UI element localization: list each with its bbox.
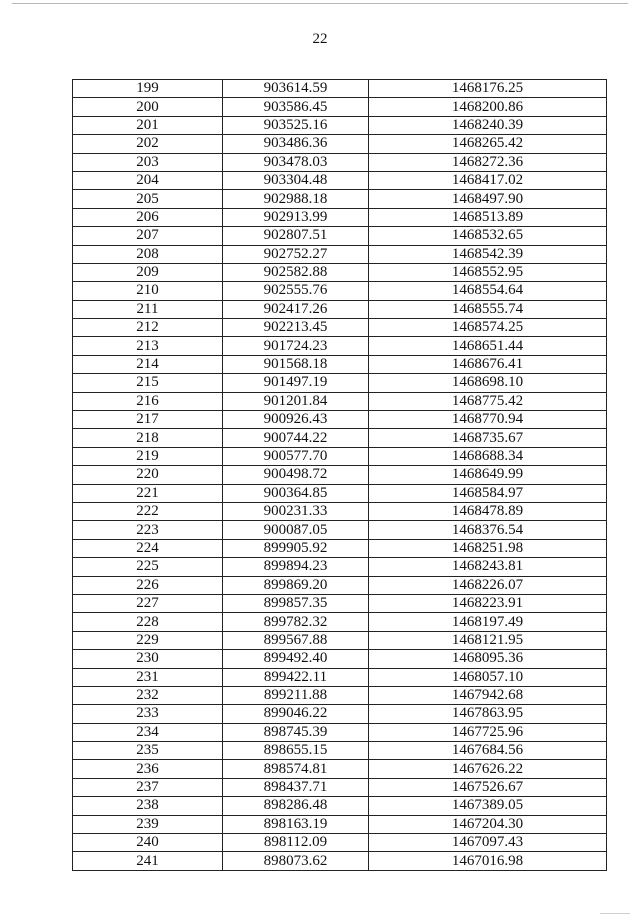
x-coordinate-cell: 900744.22: [223, 429, 369, 447]
x-coordinate-cell: 899211.88: [223, 686, 369, 704]
table-row: [73, 116, 607, 134]
y-coordinate-cell: 1468735.67: [369, 429, 607, 447]
point-number-cell: 240: [73, 834, 223, 852]
point-number-cell: 209: [73, 263, 223, 281]
table-row: [73, 834, 607, 852]
y-coordinate-cell: 1467626.22: [369, 760, 607, 778]
point-number-cell: 234: [73, 723, 223, 741]
x-coordinate-cell: 898574.81: [223, 760, 369, 778]
y-coordinate-cell: 1468243.81: [369, 558, 607, 576]
point-number-cell: 229: [73, 631, 223, 649]
x-coordinate-cell: 899905.92: [223, 539, 369, 557]
point-number-cell: 233: [73, 705, 223, 723]
table-row: [73, 576, 607, 594]
scan-artifact: [600, 913, 630, 914]
table-row: [73, 208, 607, 226]
x-coordinate-cell: 903586.45: [223, 98, 369, 116]
point-number-cell: 211: [73, 300, 223, 318]
point-number-cell: 218: [73, 429, 223, 447]
table-row: [73, 760, 607, 778]
point-number-cell: 205: [73, 190, 223, 208]
y-coordinate-cell: 1467204.30: [369, 815, 607, 833]
coordinates-table-body: [73, 80, 607, 871]
top-scan-edge: [12, 3, 628, 4]
y-coordinate-cell: 1468532.65: [369, 227, 607, 245]
x-coordinate-cell: 902213.45: [223, 319, 369, 337]
x-coordinate-cell: 898073.62: [223, 852, 369, 870]
x-coordinate-cell: 898437.71: [223, 778, 369, 796]
table-row: [73, 466, 607, 484]
y-coordinate-cell: 1468272.36: [369, 153, 607, 171]
y-coordinate-cell: 1467684.56: [369, 742, 607, 760]
y-coordinate-cell: 1468542.39: [369, 245, 607, 263]
x-coordinate-cell: 899782.32: [223, 613, 369, 631]
table-row: [73, 300, 607, 318]
table-row: [73, 558, 607, 576]
x-coordinate-cell: 900364.85: [223, 484, 369, 502]
point-number-cell: 219: [73, 447, 223, 465]
table-row: [73, 190, 607, 208]
x-coordinate-cell: 899894.23: [223, 558, 369, 576]
y-coordinate-cell: 1468770.94: [369, 411, 607, 429]
y-coordinate-cell: 1468497.90: [369, 190, 607, 208]
point-number-cell: 213: [73, 337, 223, 355]
y-coordinate-cell: 1468649.99: [369, 466, 607, 484]
x-coordinate-cell: 902752.27: [223, 245, 369, 263]
table-row: [73, 613, 607, 631]
point-number-cell: 227: [73, 594, 223, 612]
y-coordinate-cell: 1468574.25: [369, 319, 607, 337]
x-coordinate-cell: 899857.35: [223, 594, 369, 612]
x-coordinate-cell: 902988.18: [223, 190, 369, 208]
x-coordinate-cell: 903486.36: [223, 135, 369, 153]
table-row: [73, 319, 607, 337]
point-number-cell: 236: [73, 760, 223, 778]
point-number-cell: 222: [73, 502, 223, 520]
point-number-cell: 239: [73, 815, 223, 833]
point-number-cell: 230: [73, 650, 223, 668]
x-coordinate-cell: 903614.59: [223, 80, 369, 98]
x-coordinate-cell: 901724.23: [223, 337, 369, 355]
y-coordinate-cell: 1468265.42: [369, 135, 607, 153]
y-coordinate-cell: 1468676.41: [369, 355, 607, 373]
x-coordinate-cell: 899422.11: [223, 668, 369, 686]
y-coordinate-cell: 1468240.39: [369, 116, 607, 134]
point-number-cell: 232: [73, 686, 223, 704]
table-row: [73, 153, 607, 171]
point-number-cell: 208: [73, 245, 223, 263]
y-coordinate-cell: 1467863.95: [369, 705, 607, 723]
x-coordinate-cell: 901568.18: [223, 355, 369, 373]
table-row: [73, 723, 607, 741]
y-coordinate-cell: 1468417.02: [369, 171, 607, 189]
y-coordinate-cell: 1467942.68: [369, 686, 607, 704]
x-coordinate-cell: 900498.72: [223, 466, 369, 484]
point-number-cell: 241: [73, 852, 223, 870]
x-coordinate-cell: 898286.48: [223, 797, 369, 815]
y-coordinate-cell: 1468095.36: [369, 650, 607, 668]
table-row: [73, 98, 607, 116]
y-coordinate-cell: 1467725.96: [369, 723, 607, 741]
y-coordinate-cell: 1467097.43: [369, 834, 607, 852]
y-coordinate-cell: 1468251.98: [369, 539, 607, 557]
point-number-cell: 238: [73, 797, 223, 815]
y-coordinate-cell: 1468057.10: [369, 668, 607, 686]
y-coordinate-cell: 1468584.97: [369, 484, 607, 502]
x-coordinate-cell: 899869.20: [223, 576, 369, 594]
y-coordinate-cell: 1468688.34: [369, 447, 607, 465]
point-number-cell: 224: [73, 539, 223, 557]
table-row: [73, 502, 607, 520]
table-row: [73, 227, 607, 245]
y-coordinate-cell: 1468651.44: [369, 337, 607, 355]
table-row: [73, 539, 607, 557]
y-coordinate-cell: 1467389.05: [369, 797, 607, 815]
x-coordinate-cell: 902582.88: [223, 263, 369, 281]
y-coordinate-cell: 1468478.89: [369, 502, 607, 520]
x-coordinate-cell: 898655.15: [223, 742, 369, 760]
table-row: [73, 355, 607, 373]
point-number-cell: 216: [73, 392, 223, 410]
point-number-cell: 221: [73, 484, 223, 502]
x-coordinate-cell: 900087.05: [223, 521, 369, 539]
point-number-cell: 204: [73, 171, 223, 189]
table-row: [73, 594, 607, 612]
table-row: [73, 815, 607, 833]
table-row: [73, 374, 607, 392]
x-coordinate-cell: 903304.48: [223, 171, 369, 189]
table-row: [73, 631, 607, 649]
point-number-cell: 237: [73, 778, 223, 796]
point-number-cell: 217: [73, 411, 223, 429]
table-row: [73, 852, 607, 870]
point-number-cell: 210: [73, 282, 223, 300]
table-row: [73, 705, 607, 723]
y-coordinate-cell: 1468775.42: [369, 392, 607, 410]
x-coordinate-cell: 900231.33: [223, 502, 369, 520]
table-row: [73, 668, 607, 686]
point-number-cell: 206: [73, 208, 223, 226]
y-coordinate-cell: 1468376.54: [369, 521, 607, 539]
x-coordinate-cell: 899492.40: [223, 650, 369, 668]
table-row: [73, 282, 607, 300]
table-row: [73, 245, 607, 263]
table-row: [73, 263, 607, 281]
x-coordinate-cell: 900926.43: [223, 411, 369, 429]
point-number-cell: 225: [73, 558, 223, 576]
point-number-cell: 200: [73, 98, 223, 116]
table-row: [73, 429, 607, 447]
point-number-cell: 202: [73, 135, 223, 153]
x-coordinate-cell: 902417.26: [223, 300, 369, 318]
table-row: [73, 686, 607, 704]
y-coordinate-cell: 1468513.89: [369, 208, 607, 226]
table-row: [73, 135, 607, 153]
y-coordinate-cell: 1468552.95: [369, 263, 607, 281]
y-coordinate-cell: 1467526.67: [369, 778, 607, 796]
point-number-cell: 231: [73, 668, 223, 686]
point-number-cell: 220: [73, 466, 223, 484]
y-coordinate-cell: 1468554.64: [369, 282, 607, 300]
y-coordinate-cell: 1467016.98: [369, 852, 607, 870]
x-coordinate-cell: 899567.88: [223, 631, 369, 649]
x-coordinate-cell: 898745.39: [223, 723, 369, 741]
table-row: [73, 447, 607, 465]
table-row: [73, 392, 607, 410]
table-row: [73, 797, 607, 815]
y-coordinate-cell: 1468197.49: [369, 613, 607, 631]
x-coordinate-cell: 901201.84: [223, 392, 369, 410]
x-coordinate-cell: 900577.70: [223, 447, 369, 465]
point-number-cell: 235: [73, 742, 223, 760]
point-number-cell: 212: [73, 319, 223, 337]
point-number-cell: 215: [73, 374, 223, 392]
y-coordinate-cell: 1468698.10: [369, 374, 607, 392]
y-coordinate-cell: 1468200.86: [369, 98, 607, 116]
x-coordinate-cell: 898163.19: [223, 815, 369, 833]
y-coordinate-cell: 1468555.74: [369, 300, 607, 318]
point-number-cell: 226: [73, 576, 223, 594]
x-coordinate-cell: 902913.99: [223, 208, 369, 226]
page-number: 22: [312, 31, 328, 47]
y-coordinate-cell: 1468121.95: [369, 631, 607, 649]
x-coordinate-cell: 899046.22: [223, 705, 369, 723]
y-coordinate-cell: 1468226.07: [369, 576, 607, 594]
x-coordinate-cell: 902555.76: [223, 282, 369, 300]
table-row: [73, 80, 607, 98]
point-number-cell: 203: [73, 153, 223, 171]
table-row: [73, 484, 607, 502]
x-coordinate-cell: 898112.09: [223, 834, 369, 852]
x-coordinate-cell: 903525.16: [223, 116, 369, 134]
coordinates-table: [72, 79, 607, 871]
table-row: [73, 337, 607, 355]
x-coordinate-cell: 902807.51: [223, 227, 369, 245]
x-coordinate-cell: 903478.03: [223, 153, 369, 171]
point-number-cell: 228: [73, 613, 223, 631]
x-coordinate-cell: 901497.19: [223, 374, 369, 392]
y-coordinate-cell: 1468223.91: [369, 594, 607, 612]
table-row: [73, 411, 607, 429]
table-row: [73, 742, 607, 760]
point-number-cell: 201: [73, 116, 223, 134]
point-number-cell: 207: [73, 227, 223, 245]
table-row: [73, 171, 607, 189]
point-number-cell: 199: [73, 80, 223, 98]
y-coordinate-cell: 1468176.25: [369, 80, 607, 98]
table-row: [73, 521, 607, 539]
table-row: [73, 650, 607, 668]
point-number-cell: 214: [73, 355, 223, 373]
table-row: [73, 778, 607, 796]
point-number-cell: 223: [73, 521, 223, 539]
